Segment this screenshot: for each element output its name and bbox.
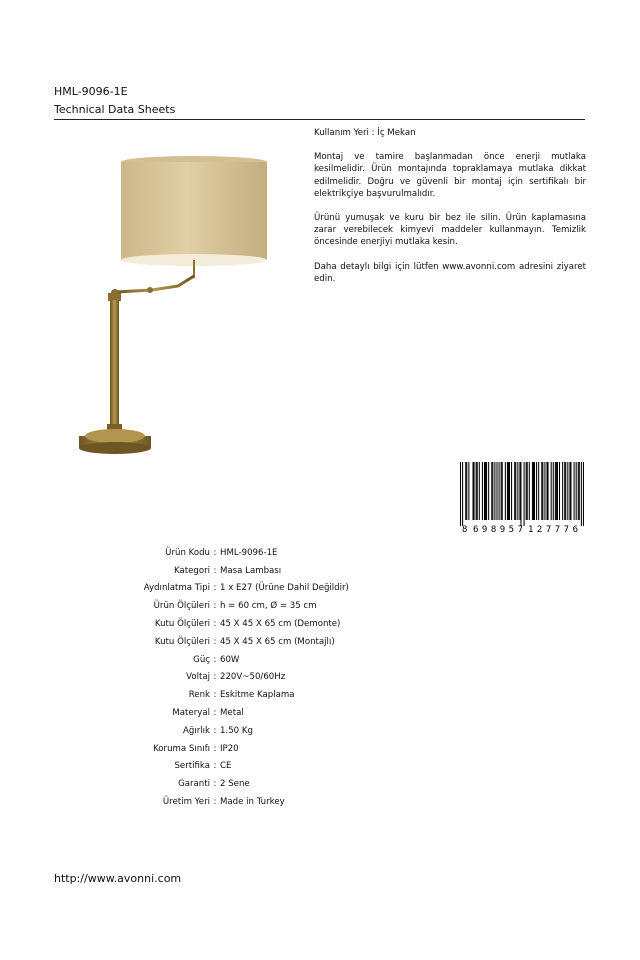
barcode-first-digit: 8: [462, 525, 468, 535]
barcode-bar: [519, 462, 520, 520]
barcode-bar: [548, 462, 549, 520]
barcode-bar: [567, 462, 568, 520]
spec-value: CE: [220, 761, 232, 772]
barcode-bar: [551, 462, 552, 520]
barcode-bar: [570, 462, 571, 520]
barcode-bar: [536, 462, 537, 520]
barcode-bar: [509, 462, 510, 520]
spec-label: Garanti: [178, 779, 210, 790]
barcode-bar: [505, 462, 506, 520]
barcode-left-digits: 698957: [473, 525, 523, 535]
spec-label: Materyal: [172, 708, 210, 719]
barcode-image: [458, 460, 586, 536]
barcode-bar: [517, 462, 518, 520]
barcode-bar: [491, 462, 492, 520]
barcode-bar: [556, 462, 557, 520]
barcode-bar: [488, 462, 489, 520]
spec-separator: :: [213, 565, 217, 576]
spec-label: Güç: [193, 654, 210, 665]
barcode-bar: [581, 462, 582, 526]
spec-row: [100, 722, 349, 740]
spec-label: Kategori: [173, 565, 210, 576]
spec-separator: :: [213, 761, 217, 772]
spec-separator: :: [213, 654, 217, 665]
barcode-bar: [479, 462, 480, 520]
cleaning-instructions: Ürünü yumuşak ve kuru bir bez ile silin. Ürün kaplamasına zarar verebilecek kimyevi maddeler kullanmayın. Temizlik öncesinde enerjiyi mutlaka kesin.: [314, 213, 586, 248]
barcode-bar: [553, 462, 554, 520]
barcode-bar: [502, 462, 503, 520]
spec-row: [100, 544, 349, 562]
barcode-bar: [578, 462, 579, 520]
barcode-bar: [477, 462, 478, 520]
spec-value: IP20: [220, 743, 239, 754]
spec-row: [100, 775, 349, 793]
barcode-bar: [460, 462, 461, 526]
spec-label: Koruma Sınıfı: [153, 743, 210, 754]
spec-value: 220V~50/60Hz: [220, 672, 286, 683]
spec-label: Ürün Ölçüleri: [153, 601, 210, 612]
spec-row: [100, 793, 349, 811]
spec-value: h = 60 cm, Ø = 35 cm: [220, 601, 317, 612]
barcode-bar: [564, 462, 565, 520]
spec-value: 45 X 45 X 65 cm (Demonte): [220, 619, 341, 630]
lamp-product-image: [70, 140, 280, 470]
barcode-bar: [507, 462, 508, 520]
spec-label: Ağırlık: [182, 725, 210, 736]
barcode-bar: [534, 462, 535, 520]
usage-location: Kullanım Yeri : İç Mekan: [314, 128, 416, 138]
spec-value: 1.50 Kg: [220, 725, 253, 736]
spec-row: [100, 615, 349, 633]
footer-website-link[interactable]: http://www.avonni.com: [54, 872, 182, 885]
spec-value: Metal: [220, 708, 244, 719]
barcode-bar: [541, 462, 542, 520]
barcode-bar: [544, 462, 545, 520]
barcode-bar: [569, 462, 570, 520]
spec-value: 60W: [220, 654, 240, 665]
barcode-bar: [529, 462, 530, 520]
spec-label: Renk: [188, 690, 210, 701]
spec-value: 45 X 45 X 65 cm (Montajlı): [220, 636, 335, 647]
barcode-bar: [501, 462, 502, 520]
spec-row: [100, 597, 349, 615]
barcode-bars: [460, 462, 584, 526]
barcode-bar: [557, 462, 558, 520]
spec-value: Made in Turkey: [220, 797, 285, 808]
spec-separator: :: [213, 690, 217, 701]
spec-row: [100, 740, 349, 758]
spec-separator: :: [213, 636, 217, 647]
spec-separator: :: [213, 601, 217, 612]
barcode-bar: [515, 462, 516, 520]
spec-label: Sertifika: [174, 761, 210, 772]
barcode-bar: [499, 462, 500, 520]
spec-row: [100, 562, 349, 580]
spec-row: [100, 580, 349, 598]
barcode-bar: [565, 462, 566, 520]
spec-value: HML-9096-1E: [220, 547, 278, 558]
spec-value: 2 Sene: [220, 779, 250, 790]
barcode-bar: [555, 462, 556, 520]
spec-separator: :: [213, 672, 217, 683]
spec-label: Ürün Kodu: [165, 547, 210, 558]
spec-row: [100, 633, 349, 651]
barcode-bar: [542, 462, 543, 520]
header-divider: [54, 119, 585, 120]
spec-separator: :: [213, 547, 217, 558]
spec-value: 1 x E27 (Ürüne Dahil Değildir): [220, 583, 349, 594]
document-subtitle: Technical Data Sheets: [54, 103, 176, 116]
product-info-text: [314, 127, 586, 297]
spec-row: [100, 758, 349, 776]
spec-separator: :: [213, 797, 217, 808]
barcode-bar: [559, 462, 560, 520]
spec-row: [100, 686, 349, 704]
barcode-bar: [533, 462, 534, 520]
barcode-bar: [579, 462, 580, 520]
barcode-bar: [465, 462, 466, 520]
spec-separator: :: [213, 725, 217, 736]
barcode-bar: [576, 462, 577, 520]
barcode-bar: [511, 462, 512, 520]
barcode-bar: [520, 462, 521, 526]
barcode-bar: [476, 462, 477, 520]
spec-separator: :: [213, 779, 217, 790]
barcode-bar: [485, 462, 486, 520]
barcode-bar: [486, 462, 487, 520]
spec-label: Aydınlatma Tipi: [143, 583, 210, 594]
barcode-bar: [524, 462, 525, 526]
barcode-bar: [527, 462, 528, 520]
barcode-bar: [473, 462, 474, 520]
spec-separator: :: [213, 708, 217, 719]
spec-label: Kutu Ölçüleri: [154, 619, 210, 630]
barcode-bar: [583, 462, 584, 526]
barcode-bar: [514, 462, 515, 520]
barcode-bar: [468, 462, 469, 520]
barcode-bar: [484, 462, 485, 520]
spec-value: Masa Lambası: [220, 565, 282, 576]
barcode-bar: [494, 462, 495, 520]
installation-warning: Montaj ve tamire başlanmadan önce enerji mutlaka kesilmelidir. Ürün montajında topraklamaya mutlaka dikkat edilmelidir. Doğru ve güvenli bir montaj için sertifikalı bir elektrikçiye başvurulmalıdır.: [314, 152, 586, 199]
more-info-text: Daha detaylı bilgi için lütfen www.avonni.com adresini ziyaret edin.: [314, 261, 586, 284]
barcode-bar: [466, 462, 467, 520]
barcode-bar: [562, 462, 563, 520]
spec-value: Eskitme Kaplama: [220, 690, 295, 701]
spec-label: Üretim Yeri: [162, 797, 210, 808]
barcode-bar: [538, 462, 539, 520]
barcode-right-digits: 127776: [528, 525, 578, 535]
barcode-bar: [474, 462, 475, 520]
barcode-bar: [462, 462, 463, 526]
spec-separator: :: [213, 619, 217, 630]
barcode-bar: [546, 462, 547, 520]
spec-separator: :: [213, 583, 217, 594]
barcode-bar: [482, 462, 483, 520]
barcode-bar: [532, 462, 533, 520]
spec-table: [100, 544, 349, 811]
product-code-heading: HML-9096-1E: [54, 85, 128, 98]
spec-separator: :: [213, 743, 217, 754]
spec-row: [100, 669, 349, 687]
barcode-bar: [574, 462, 575, 520]
spec-row: [100, 704, 349, 722]
barcode-bar: [492, 462, 493, 520]
barcode-bar: [508, 462, 509, 520]
barcode-bar: [526, 462, 527, 520]
spec-row: [100, 651, 349, 669]
spec-label: Voltaj: [186, 672, 210, 683]
spec-label: Kutu Ölçüleri: [154, 636, 210, 647]
barcode-bar: [496, 462, 497, 520]
